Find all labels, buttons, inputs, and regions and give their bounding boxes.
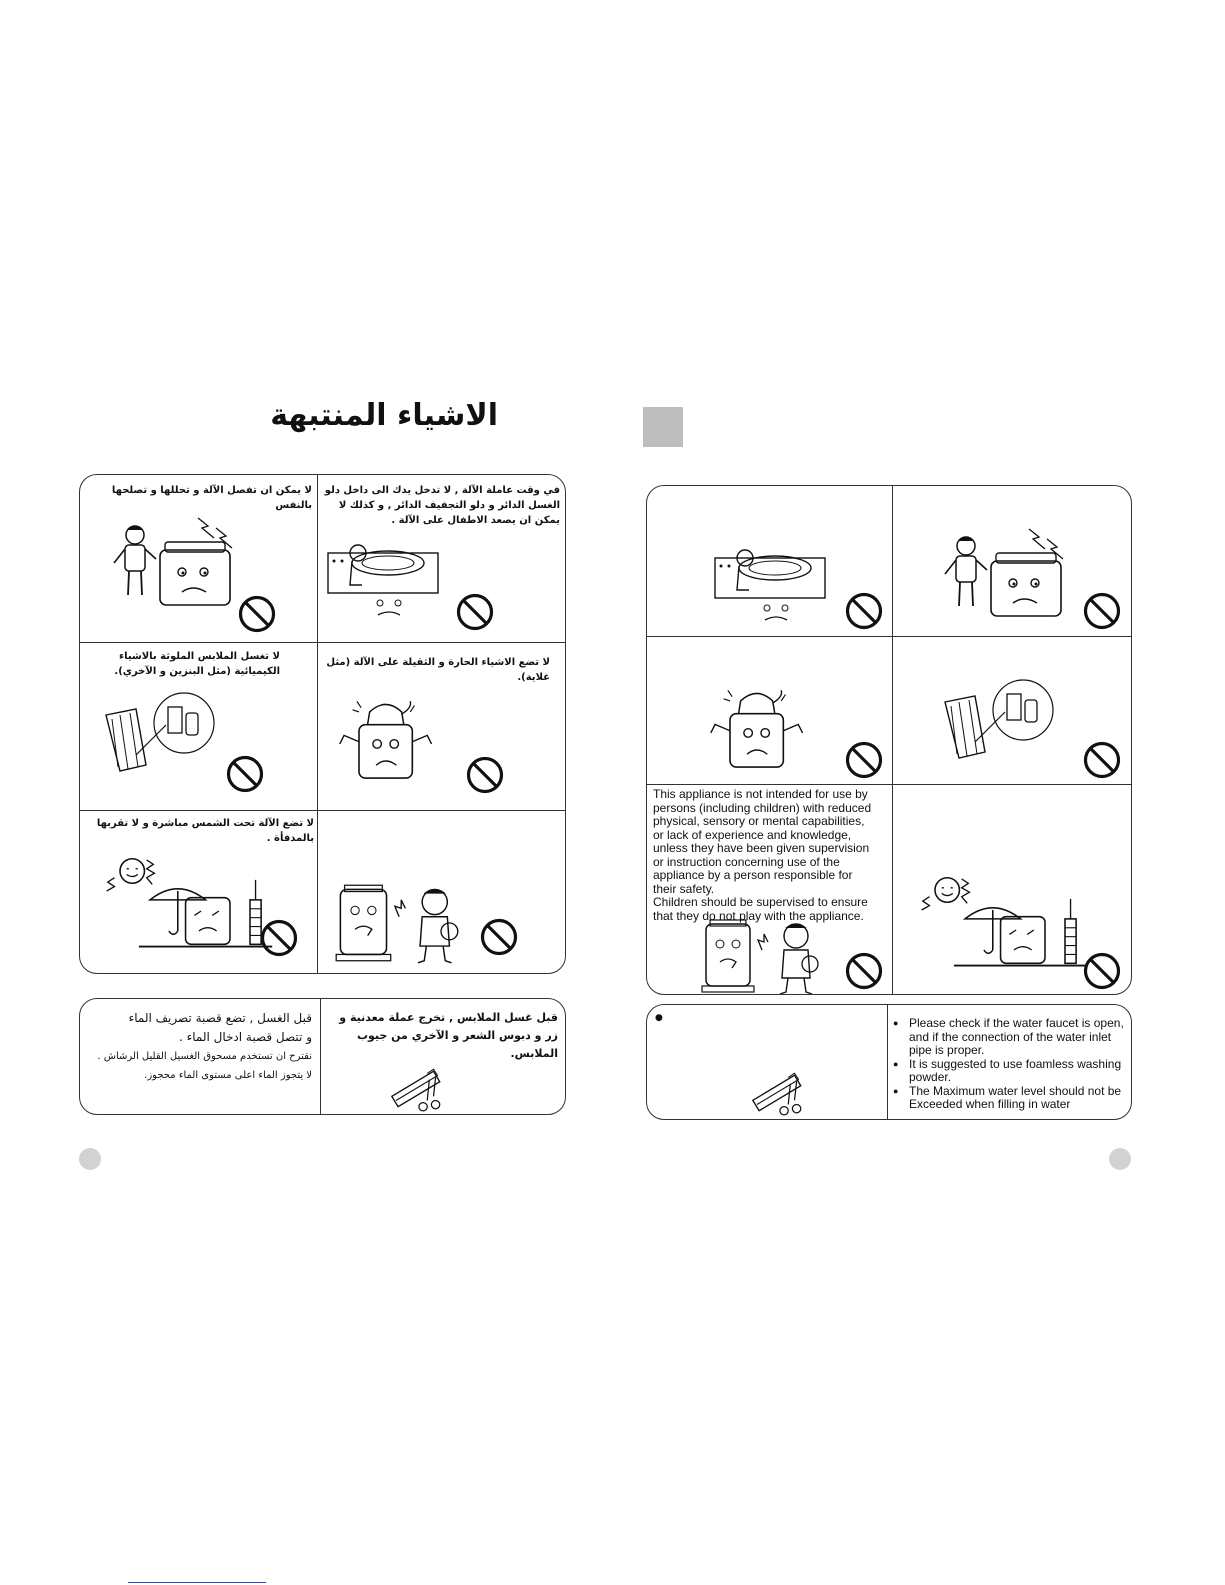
chemical-clothes-icon (102, 685, 232, 785)
no-symbol-icon (456, 593, 494, 631)
notes-list-english (893, 1017, 1129, 1112)
child-machine-icon (332, 881, 462, 965)
note-drain-hose: قبل الغسل , تضع قصبة تصريف الماء (128, 1011, 312, 1025)
notes-left-arabic (94, 1009, 312, 1085)
no-symbol-icon (845, 952, 883, 990)
warning-text-hot-objects: لا تضع الاشياء الحارة و الثقيلة على الآلة (مثل غلاية). (326, 657, 550, 683)
page-number-dot-left (79, 1148, 101, 1170)
bottom-underline (128, 1582, 266, 1583)
note-inlet-hose: و تتصل قصبة ادخال الماء . (178, 1030, 312, 1044)
note-empty-pockets: قبل غسل الملابس , تخرج عملة معدنية و زر و دبوس الشعر و الآخري من جيوب الملابس. (339, 1011, 558, 1060)
note-faucet: ● Please check if the water faucet is open, and if the connection of the water inlet pipe is proper. (893, 1017, 1129, 1058)
note-foamless: ● It is suggested to use foamless washing powder. (893, 1058, 1129, 1085)
notes-panel-arabic (79, 998, 566, 1115)
child-machine-icon (695, 918, 825, 994)
warning-text-hands-in-tub: في وقت عاملة الآلة , لا تدخل يدك الى داخل دلو الغسل الدائر و دلو التجفيف الدائر , و كذلك لا يمكن ان يصعد الاطفال على الآلة . (324, 485, 560, 526)
no-symbol-icon (238, 595, 276, 633)
page-title-arabic: الاشياء المنتبهة (270, 398, 498, 433)
note-water-level: لا يتجوز الماء اعلى مستوى الماء محجوز. (144, 1070, 312, 1081)
note-max-water-level: ● The Maximum water level should not be Exceeded when filling in water (893, 1085, 1129, 1112)
no-symbol-icon (480, 918, 518, 956)
child-reaching-icon (326, 541, 446, 621)
no-symbol-icon (845, 741, 883, 779)
hot-kettle-icon (336, 697, 446, 793)
no-symbol-icon (845, 592, 883, 630)
warning-text-disassemble: لا يمكن ان تفصل الآلة و تحللها و تصلحها بالنفس (111, 485, 312, 511)
pocket-coins-icon (386, 1063, 456, 1113)
no-symbol-icon (1083, 592, 1121, 630)
page-number-dot-right (1109, 1148, 1131, 1170)
children-warning-text: This appliance is not intended for use by persons (including children) with reduced physical, sensory or mental capabilities, or lack of experience and knowledge, unless they have been given supervision or instruction concerning use of the appliance by a person responsible for their safety. Children should be supervised to ensure that they do not play with the appliance. (653, 787, 872, 923)
warning-text-chemical-clothes: لا تغسل الملابس الملوثة بالاشياء الكيميائية (مثل البنزين و الآخري). (114, 651, 280, 677)
empty-bullet: ● (655, 1013, 663, 1023)
technician-shock-icon (931, 526, 1081, 621)
no-symbol-icon (466, 756, 504, 794)
sun-heater-icon (915, 870, 1095, 970)
no-symbol-icon (226, 755, 264, 793)
no-symbol-icon (1083, 952, 1121, 990)
pocket-coins-icon (747, 1067, 817, 1117)
warnings-panel-arabic (79, 474, 566, 974)
note-low-foam: نقترح ان تستخدم مسحوق الغسيل القليل الرشاش . (97, 1051, 312, 1062)
sun-heater-icon (100, 851, 280, 951)
warnings-panel-english (646, 485, 1132, 995)
no-symbol-icon (1083, 741, 1121, 779)
no-symbol-icon (260, 919, 298, 957)
warning-text-sun-heater: لا تضع الآلة تحت الشمس مباشرة و لا تقربها بالمدفأة . (96, 818, 314, 844)
child-reaching-icon (713, 546, 833, 626)
hot-kettle-icon (707, 686, 817, 782)
notes-panel-english (646, 1004, 1132, 1120)
technician-shock-icon (100, 515, 250, 610)
section-number-box (643, 407, 683, 447)
chemical-clothes-icon (941, 672, 1071, 772)
